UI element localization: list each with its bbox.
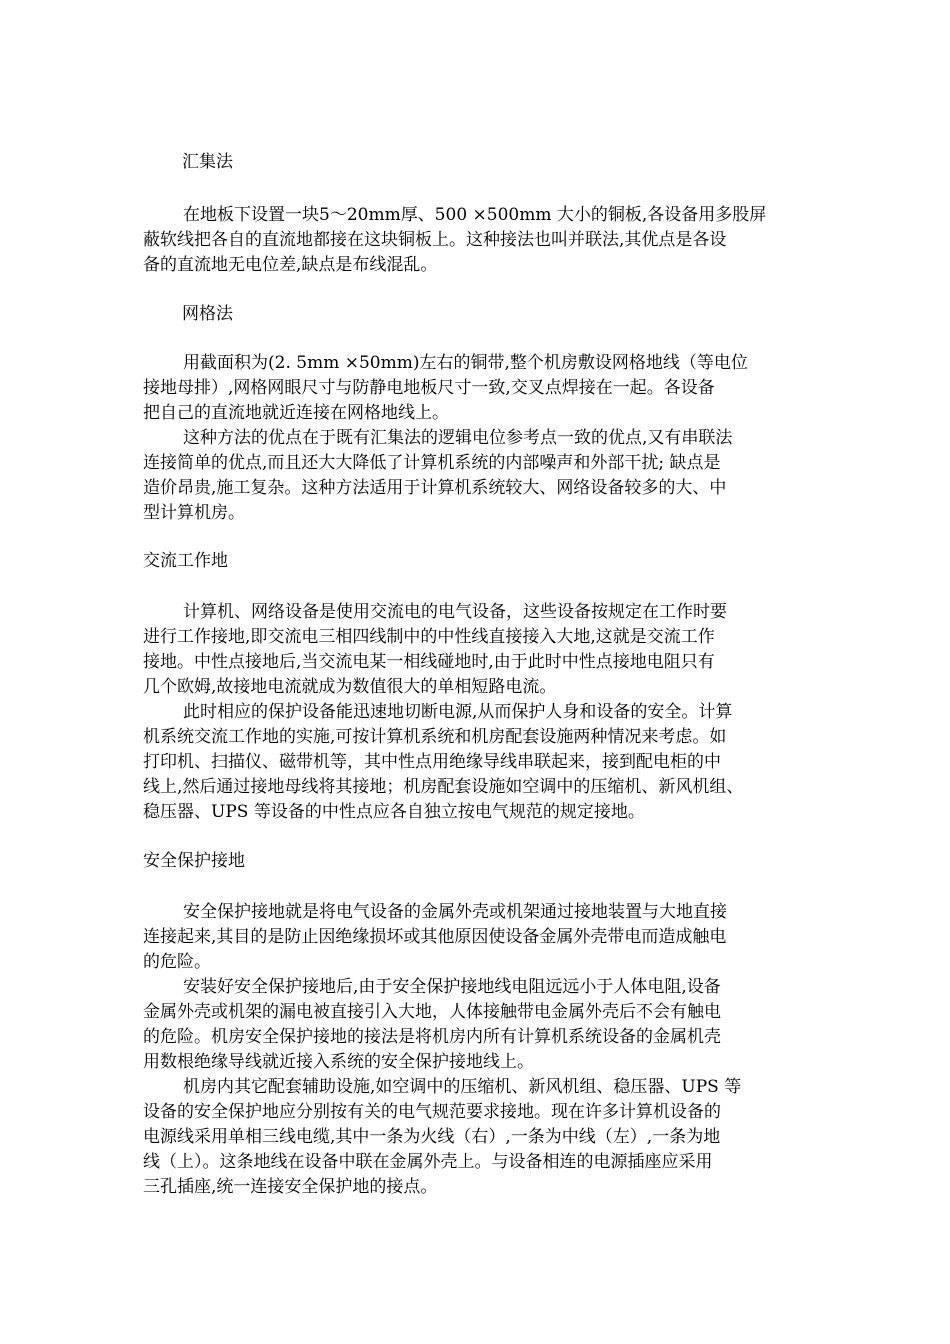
paragraph-line: 接地母排）,网格网眼尺寸与防静电地板尺寸一致,交叉点焊接在一起。各设备	[143, 378, 715, 398]
paragraph-line: 线上,然后通过接地母线将其接地；机房配套设施如空调中的压缩机、新风机组、	[143, 777, 744, 797]
paragraph-line: 连接简单的优点,而且还大大降低了计算机系统的内部噪声和外部干扰; 缺点是	[143, 453, 721, 473]
paragraph-line: 把自己的直流地就近连接在网格地线上。	[143, 403, 449, 423]
paragraph-line: 的危险。	[143, 952, 211, 972]
paragraph-line: 机系统交流工作地的实施,可按计算机系统和机房配套设施两种情况来考虑。如	[143, 727, 727, 747]
paragraph-line: 在地板下设置一块5～20mm厚、500 ×500mm 大小的铜板,各设备用多股屏	[183, 205, 767, 225]
paragraph-line: 连接起来,其目的是防止因绝缘损坏或其他原因使设备金属外壳带电而造成触电	[143, 927, 727, 947]
section-heading: 汇集法	[182, 152, 233, 172]
section-heading: 交流工作地	[143, 551, 228, 571]
paragraph-line: 稳压器、UPS 等设备的中性点应各自独立按电气规范的规定接地。	[143, 802, 645, 822]
paragraph-line: 线（上）。这条地线在设备中联在金属外壳上。与设备相连的电源插座应采用	[143, 1152, 713, 1172]
paragraph-line: 型计算机房。	[143, 503, 245, 523]
paragraph-line: 造价昂贵,施工复杂。这种方法适用于计算机系统较大、网络设备较多的大、中	[143, 478, 727, 498]
paragraph-line: 安装好安全保护接地后,由于安全保护接地线电阻远远小于人体电阻,设备	[183, 977, 721, 997]
paragraph-line: 安全保护接地就是将电气设备的金属外壳或机架通过接地装置与大地直接	[183, 902, 727, 922]
paragraph-line: 用截面积为(2. 5mm ×50mm)左右的铜带,整个机房敷设网格地线（等电位	[183, 353, 748, 373]
paragraph-line: 备的直流地无电位差,缺点是布线混乱。	[143, 255, 438, 275]
paragraph-line: 蔽软线把各自的直流地都接在这块铜板上。这种接法也叫并联法,其优点是各设	[143, 230, 727, 250]
paragraph-line: 接地。中性点接地后,当交流电某一相线碰地时,由于此时中性点接地电阻只有	[143, 652, 715, 672]
section-heading: 网格法	[182, 304, 233, 324]
paragraph-line: 几个欧姆,故接地电流就成为数值很大的单相短路电流。	[143, 677, 557, 697]
section-heading: 安全保护接地	[143, 851, 245, 871]
paragraph-line: 的危险。机房安全保护接地的接法是将机房内所有计算机系统设备的金属机壳	[143, 1027, 721, 1047]
paragraph-line: 此时相应的保护设备能迅速地切断电源,从而保护人身和设备的安全。计算	[183, 702, 733, 722]
paragraph-line: 进行工作接地,即交流电三相四线制中的中性线直接接入大地,这就是交流工作	[143, 627, 715, 647]
paragraph-line: 设备的安全保护地应分别按有关的电气规范要求接地。现在许多计算机设备的	[143, 1102, 721, 1122]
paragraph-line: 电源线采用单相三线电缆,其中一条为火线（右）,一条为中线（左）,一条为地	[143, 1127, 721, 1147]
paragraph-line: 三孔插座,统一连接安全保护地的接点。	[143, 1177, 438, 1197]
paragraph-line: 计算机、网络设备是使用交流电的电气设备，这些设备按规定在工作时要	[183, 602, 727, 622]
paragraph-line: 用数根绝缘导线就近接入系统的安全保护接地线上。	[143, 1052, 534, 1072]
paragraph-line: 金属外壳或机架的漏电被直接引入大地，人体接触带电金属外壳后不会有触电	[143, 1002, 721, 1022]
paragraph-line: 机房内其它配套辅助设施,如空调中的压缩机、新风机组、稳压器、UPS 等	[183, 1077, 742, 1097]
paragraph-line: 打印机、扫描仪、磁带机等，其中性点用绝缘导线串联起来，接到配电柜的中	[143, 752, 721, 772]
paragraph-line: 这种方法的优点在于既有汇集法的逻辑电位参考点一致的优点,又有串联法	[183, 428, 733, 448]
